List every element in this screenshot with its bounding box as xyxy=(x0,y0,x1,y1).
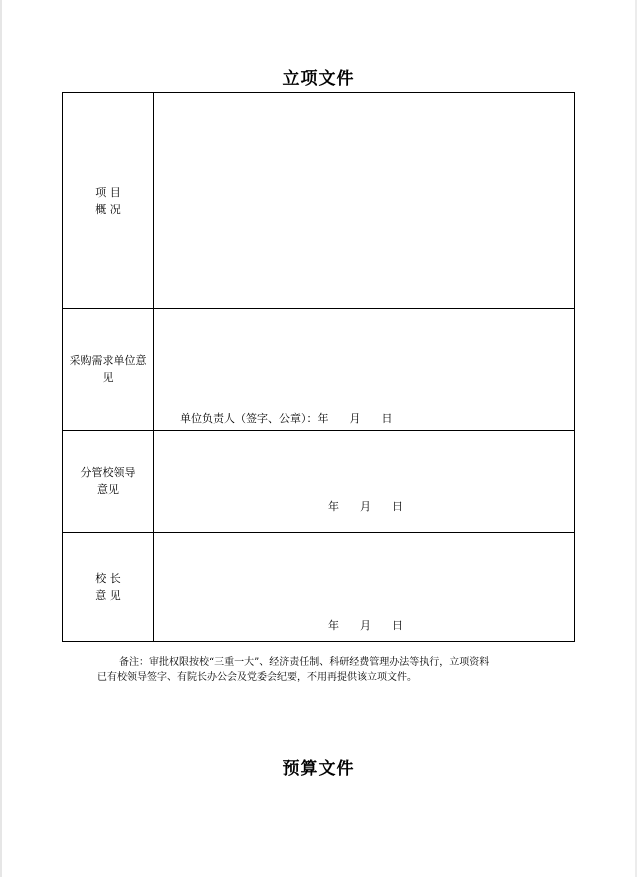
section-title: 预算文件 xyxy=(282,759,355,779)
label-line: 项 目 xyxy=(95,186,121,199)
document-title: 立项文件 xyxy=(282,69,355,89)
label-line: 采购需求单位意 xyxy=(69,354,147,367)
page-edge xyxy=(0,0,2,877)
label-line: 概 况 xyxy=(95,203,121,216)
approval-form-table xyxy=(62,92,575,642)
remark-line: 备注：审批权限按校“三重一大”、经济责任制、科研经费管理办法等执行，立项资料 xyxy=(119,657,490,668)
label-line: 校 长 xyxy=(95,572,121,585)
project-overview-label xyxy=(63,184,153,218)
supervising-leader-opinion-label xyxy=(63,464,153,498)
remark-line: 已有校领导签字、有院长办公会及党委会纪要，不用再提供该立项文件。 xyxy=(97,672,417,683)
label-line: 意见 xyxy=(97,483,119,496)
leader-date-line: 年 月 日 xyxy=(328,500,403,513)
remark-note xyxy=(97,655,557,685)
label-line: 见 xyxy=(102,371,114,384)
president-date-line: 年 月 日 xyxy=(328,619,403,632)
label-line: 意 见 xyxy=(95,589,121,602)
table-divider xyxy=(63,308,574,309)
president-opinion-label xyxy=(63,570,153,604)
table-divider xyxy=(63,532,574,533)
purchasing-unit-opinion-label xyxy=(63,352,153,386)
table-divider xyxy=(63,430,574,431)
unit-head-signature-line: 单位负责人（签字、公章）：年 月 日 xyxy=(180,412,393,425)
table-divider xyxy=(153,93,154,641)
label-line: 分管校领导 xyxy=(80,466,136,479)
